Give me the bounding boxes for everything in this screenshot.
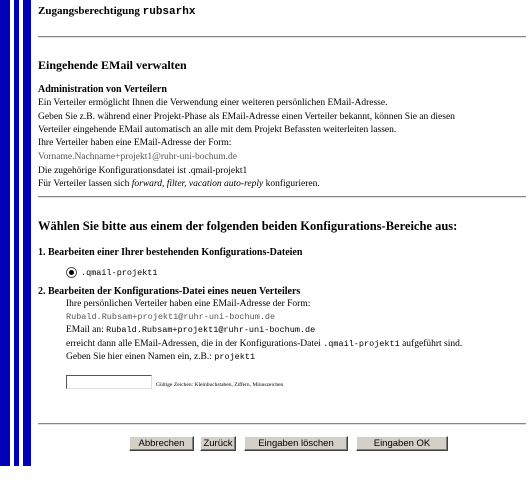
features-list: forward, filter, vacation auto-reply — [131, 179, 264, 189]
option-2-label: 2. Bearbeiten der Konfigurations-Datei eines neuen Verteilers — [38, 286, 301, 297]
info-line-1: Ein Verteiler ermöglicht Ihnen die Verwendung einer weiteren persönlichen EMail-Adresse. — [38, 98, 388, 108]
name-example: projekt1 — [214, 352, 256, 362]
option-1-label: 1. Bearbeiten einer Ihrer bestehenden Konfigurations-Dateien — [38, 247, 303, 258]
new-distributor-name-input[interactable] — [66, 375, 152, 389]
stripe-2 — [14, 0, 19, 466]
clear-inputs-button[interactable]: Eingaben löschen — [244, 436, 348, 451]
section-subtitle-admin: Administration von Verteilern — [38, 84, 167, 95]
header-title: Zugangsberechtigung — [38, 5, 140, 17]
info-line-3: Verteiler eingehende EMail automatisch an alle mit dem Projekt Befassten weiterleiten lassen. — [38, 125, 397, 135]
new-name-row — [66, 375, 283, 389]
existing-config-radio[interactable] — [66, 267, 77, 278]
email-to-address: Rubald.Rubsam+projekt1@ruhr-uni-bochum.de — [106, 325, 316, 335]
info-line-address-example: Vorname.Nachname+projekt1@ruhr-uni-bochum.de — [38, 152, 237, 162]
page-header — [38, 5, 195, 18]
reach-suffix: aufgeführt sind. — [399, 339, 463, 349]
cancel-button[interactable]: Abbrechen — [129, 436, 194, 451]
confirm-inputs-button[interactable]: Eingaben OK — [356, 436, 448, 451]
existing-config-radio-label[interactable]: .qmail-projekt1 — [81, 267, 158, 278]
info-line-2: Geben Sie z.B. während einer Projekt-Phase als EMail-Adresse einen Verteiler bekannt, können Sie an diesen — [38, 112, 455, 122]
features-suffix: konfigurieren. — [263, 179, 320, 189]
section-title-incoming-mail: Eingehende EMail verwalten — [38, 58, 187, 72]
email-to-prefix: EMail an: — [66, 325, 107, 335]
name-prompt: Geben Sie hier einen Namen ein, z.B.: — [66, 352, 215, 362]
stripe-1 — [0, 0, 10, 466]
left-stripe-decoration — [0, 0, 34, 481]
new-dist-address-example: Rubald.Rubsam+projekt1@ruhr-uni-bochum.de — [66, 312, 276, 322]
divider-middle — [38, 196, 526, 198]
divider-top — [38, 36, 526, 38]
new-dist-line-3 — [66, 324, 315, 336]
info-line-4: Ihre Verteiler haben eine EMail-Adresse der Form: — [38, 138, 232, 148]
existing-config-radio-row[interactable] — [66, 267, 158, 278]
reach-prefix: erreicht dann alle EMail-Adressen, die in der Konfigurations-Datei — [66, 339, 324, 349]
reach-config-file: .qmail-projekt1 — [323, 339, 400, 349]
new-dist-line-5 — [66, 351, 255, 363]
new-dist-line-1: Ihre persönlichen Verteiler haben eine EMail-Adresse der Form: — [66, 299, 311, 309]
info-line-config-file: Die zugehörige Konfigurationsdatei ist .qmail-projekt1 — [38, 166, 248, 176]
divider-bottom — [38, 423, 526, 425]
stripe-3 — [23, 0, 31, 466]
new-dist-line-4 — [66, 338, 462, 350]
back-button[interactable]: Zurück — [200, 436, 236, 451]
header-user: rubsarhx — [142, 6, 196, 18]
valid-chars-hint: Gültige Zeichen: Kleinbuchstaben, Ziffern, Minuszeichen — [156, 382, 284, 388]
features-prefix: Für Verteiler lassen sich — [38, 179, 132, 189]
section-title-choose-area: Wählen Sie bitte aus einem der folgenden beiden Konfigurations-Bereiche aus: — [38, 219, 458, 233]
info-line-features — [38, 178, 320, 190]
